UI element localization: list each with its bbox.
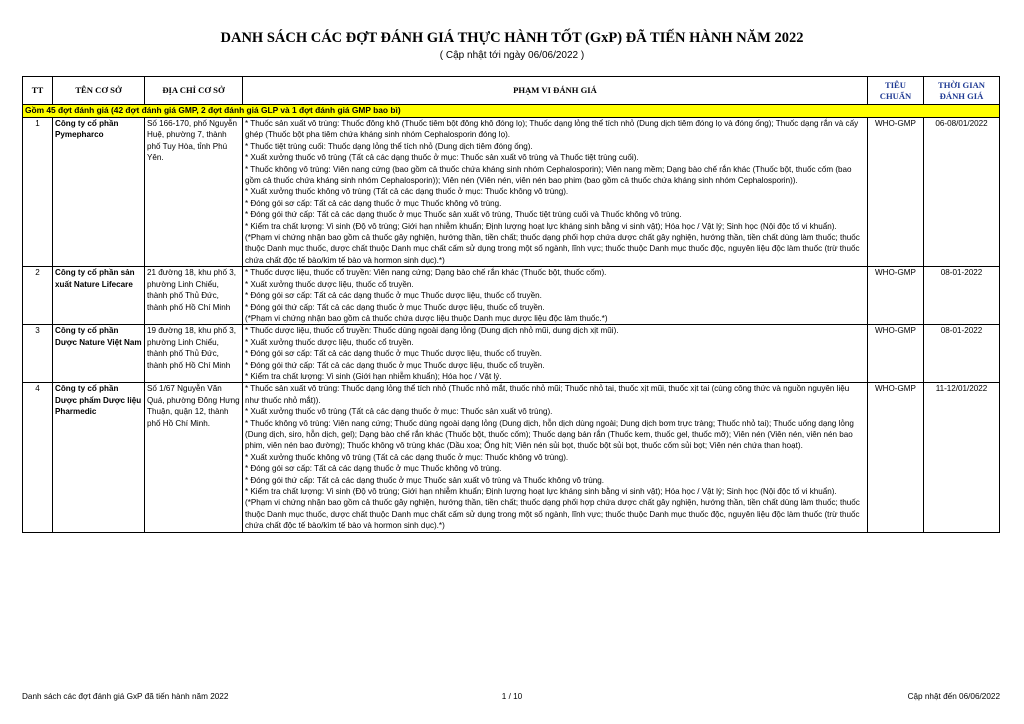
col-header-tt: TT — [23, 77, 53, 105]
footer-updated-date: Cập nhật đến 06/06/2022 — [907, 692, 1000, 701]
cell-tt: 4 — [23, 383, 53, 532]
scope-line: * Xuất xưởng thuốc vô trùng (Tất cả các dạng thuốc ở mục: Thuốc sản xuất vô trùng). — [245, 407, 553, 417]
scope-line: * Đóng gói sơ cấp: Tất cả các dạng thuốc ở mục Thuốc dược liệu, thuốc cổ truyền. — [245, 349, 542, 359]
cell-facility-address: 21 đường 18, khu phố 3, phường Linh Chiểu, thành phố Thủ Đức, thành phố Hồ Chí Minh — [145, 267, 243, 325]
scope-line: * Xuất xưởng thuốc không vô trùng (Tất cả các dạng thuốc ở mục: Thuốc không vô trùng). — [245, 452, 569, 462]
scope-line: * Đóng gói sơ cấp: Tất cả các dạng thuốc ở mục Thuốc dược liệu, thuốc cổ truyền. — [245, 291, 542, 301]
summary-text: Gồm 45 đợt đánh giá (42 đợt đánh giá GMP, 2 đợt đánh giá GLP và 1 đợt đánh giá GMP bao bì) — [23, 105, 1000, 118]
cell-facility-name: Công ty cổ phần Pymepharco — [53, 118, 145, 267]
scope-line: * Đóng gói thứ cấp: Tất cả các dạng thuốc ở mục Thuốc sản xuất vô trùng, Thuốc tiệt trùng cuối và Thuốc không vô trùng. — [245, 210, 682, 220]
cell-tt: 1 — [23, 118, 53, 267]
cell-standard: WHO-GMP — [868, 383, 924, 532]
cell-standard: WHO-GMP — [868, 267, 924, 325]
cell-scope — [243, 383, 868, 532]
cell-eval-date: 08-01-2022 — [924, 325, 1000, 383]
col-header-address: ĐỊA CHỈ CƠ SỞ — [145, 77, 243, 105]
scope-line: * Kiểm tra chất lượng: Vi sinh (Độ vô trùng; Giới hạn nhiễm khuẩn; Định lượng hoạt lực kháng sinh bằng vi sinh vật); Hóa học / Vật lý; Sinh học (Nội độc tố vi khuẩn). — [245, 487, 837, 496]
footer-page-number: 1 / 10 — [501, 692, 523, 701]
scope-line: * Đóng gói thứ cấp: Tất cả các dạng thuốc ở mục Thuốc sản xuất vô trùng và Thuốc không vô trùng. — [245, 475, 604, 485]
scope-line: * Thuốc không vô trùng: Viên nang cứng (bao gồm cả thuốc chứa kháng sinh nhóm Cephalosporin); Viên nang mềm; Dạng bào chế rắn khác (Thuốc bột, thuốc cốm (bao gồm cả thuốc chứa kháng sinh nhóm Cephalosporin)); Viên nén (Viên nén, viên nén bao phim (bao gồm cả thuốc chứa kháng sinh nhóm Cephalosporin)). — [245, 164, 852, 186]
cell-eval-date: 11-12/01/2022 — [924, 383, 1000, 532]
cell-eval-date: 06-08/01/2022 — [924, 118, 1000, 267]
scope-line: * Xuất xưởng thuốc dược liệu, thuốc cổ truyền. — [245, 337, 414, 347]
col-header-date: THỜI GIAN ĐÁNH GIÁ — [924, 77, 1000, 105]
scope-line: * Thuốc sản xuất vô trùng: Thuốc đông khô (Thuốc tiêm bột đông khô đóng lọ); Thuốc dạng lỏng thể tích nhỏ (Dung dịch tiêm đóng lọ và đóng ống); Thuốc dạng rắn và cấy ghép (Thuốc bột pha tiêm chứa kháng sinh nhóm Cephalosporin đóng lọ). — [245, 119, 859, 140]
cell-facility-name: Công ty cổ phần sản xuất Nature Lifecare — [53, 267, 145, 325]
scope-line: * Xuất xưởng thuốc không vô trùng (Tất cả các dạng thuốc ở mục: Thuốc không vô trùng). — [245, 187, 569, 197]
scope-line: * Đóng gói sơ cấp: Tất cả các dạng thuốc ở mục Thuốc không vô trùng. — [245, 464, 502, 474]
scope-line: * Thuốc sản xuất vô trùng: Thuốc dạng lỏng thể tích nhỏ (Thuốc nhỏ mắt, thuốc nhỏ mũi; Thuốc nhỏ tai, thuốc xịt mũi, thuốc xịt tai (cùng công thức và nguồn nguyên liệu như thuốc nhỏ mắt)). — [245, 384, 850, 405]
scope-line: * Xuất xưởng thuốc vô trùng (Tất cả các dạng thuốc ở mục: Thuốc sản xuất vô trùng và Thuốc tiệt trùng cuối). — [245, 153, 639, 163]
scope-line: * Thuốc dược liệu, thuốc cổ truyền: Viên nang cứng; Dạng bào chế rắn khác (Thuốc bột, thuốc cốm). — [245, 268, 607, 278]
scope-line: * Thuốc tiệt trùng cuối: Thuốc dạng lỏng thể tích nhỏ (Dung dịch tiêm đóng ống). — [245, 141, 533, 151]
cell-scope — [243, 267, 868, 325]
scope-line: * Xuất xưởng thuốc dược liệu, thuốc cổ truyền. — [245, 279, 414, 289]
footer-doc-title: Danh sách các đợt đánh giá GxP đã tiến hành năm 2022 — [22, 692, 229, 701]
table-row — [23, 267, 1000, 325]
cell-standard: WHO-GMP — [868, 325, 924, 383]
scope-line: (*Phạm vi chứng nhận bao gồm cả thuốc chứa dược liệu thuộc Danh mục dược liệu độc làm thuốc.*) — [245, 313, 608, 323]
cell-standard: WHO-GMP — [868, 118, 924, 267]
cell-facility-name: Công ty cổ phần Dược phẩm Dược liệu Pharmedic — [53, 383, 145, 532]
cell-facility-address: Số 1/67 Nguyễn Văn Quá, phường Đông Hưng Thuận, quận 12, thành phố Hồ Chí Minh. — [145, 383, 243, 532]
cell-eval-date: 08-01-2022 — [924, 267, 1000, 325]
table-row — [23, 383, 1000, 532]
cell-facility-address: 19 đường 18, khu phố 3, phường Linh Chiểu, thành phố Thủ Đức, thành phố Hồ Chí Minh — [145, 325, 243, 383]
col-header-standard: TIÊU CHUẨN — [868, 77, 924, 105]
scope-line: * Đóng gói thứ cấp: Tất cả các dạng thuốc ở mục Thuốc dược liệu, thuốc cổ truyền. — [245, 302, 545, 312]
scope-line: * Đóng gói thứ cấp: Tất cả các dạng thuốc ở mục Thuốc dược liệu, thuốc cổ truyền. — [245, 360, 545, 370]
table-row — [23, 118, 1000, 267]
cell-facility-address: Số 166-170, phố Nguyễn Huệ, phường 7, thành phố Tuy Hòa, tỉnh Phú Yên. — [145, 118, 243, 267]
table-row — [23, 325, 1000, 383]
scope-line: (*Phạm vi chứng nhận bao gồm cả thuốc gây nghiện, hướng thần, tiền chất; thuốc dạng phối hợp chứa dược chất gây nghiện, hướng thần, tiền chất dùng làm thuốc; thuốc thuộc Danh mục thuốc, dược chất thuộc Danh mục chất cấm sử dụng trong một số ngành, lĩnh vực; thuốc thuộc Danh mục thuốc độc, nguyên liệu độc làm thuốc (trừ thuốc chứa chất độc tế bào/kìm tế bào và hormon sinh dục).*) — [245, 233, 860, 265]
cell-scope — [243, 325, 868, 383]
scope-line: * Kiểm tra chất lượng: Vi sinh (Độ vô trùng; Giới hạn nhiễm khuẩn; Định lượng hoạt lực kháng sinh bằng vi sinh vật); Hóa học / Vật lý; Sinh học (Nội độc tố vi khuẩn). — [245, 221, 837, 231]
scope-line: * Đóng gói sơ cấp: Tất cả các dạng thuốc ở mục Thuốc không vô trùng. — [245, 198, 502, 208]
scope-line: * Kiểm tra chất lượng: Vi sinh (Giới hạn nhiễm khuẩn); Hóa học / Vật lý. — [245, 371, 502, 381]
cell-scope — [243, 118, 868, 267]
evaluation-table — [22, 76, 1000, 533]
cell-tt: 2 — [23, 267, 53, 325]
scope-line: * Thuốc dược liệu, thuốc cổ truyền: Thuốc dùng ngoài dạng lỏng (Dung dịch nhỏ mũi, dung dịch xịt mũi). — [245, 326, 619, 336]
summary-row — [23, 105, 1000, 118]
col-header-name: TÊN CƠ SỞ — [53, 77, 145, 105]
page-title: DANH SÁCH CÁC ĐỢT ĐÁNH GIÁ THỰC HÀNH TỐT (GxP) ĐÃ TIẾN HÀNH NĂM 2022 — [220, 30, 804, 46]
cell-tt: 3 — [23, 325, 53, 383]
cell-facility-name: Công ty cổ phần Dược Nature Việt Nam — [53, 325, 145, 383]
scope-line: * Thuốc không vô trùng: Viên nang cứng; Thuốc dùng ngoài dạng lỏng (Dung dịch, hỗn dịch dùng ngoài; Dung dịch bơm trực tràng; Thuốc nhỏ tai); Thuốc uống dạng lỏng (Dung dịch, siro, hỗn dịch, gel); Dạng bào chế rắn khác (Thuốc bột, thuốc cốm); Thuốc dạng bán rắn (Thuốc kem, thuốc gel, thuốc mỡ); Viên nén (Viên nén, viên nén bao phim, viên nén bao đường); Thuốc không vô trùng khác (Dầu xoa; Ống hít; Viên nén sủi bọt, thuốc bột sủi bọt, thuốc cốm sủi bọt; Viên nén chứa than hoạt). — [245, 418, 854, 451]
scope-line: (*Phạm vi chứng nhận bao gồm cả thuốc gây nghiện, hướng thần, tiền chất; thuốc dạng phối hợp chứa dược chất gây nghiện, hướng thần, tiền chất dùng làm thuốc; thuốc thuộc Danh mục thuốc, dược chất thuộc Danh mục chất cấm sử dụng trong một số ngành, lĩnh vực; thuốc thuộc Danh mục thuốc độc, nguyên liệu độc làm thuốc (trừ thuốc chứa chất độc tế bào/kìm tế bào và hormon sinh dục).*) — [245, 498, 860, 531]
table-header-row — [23, 77, 1000, 105]
page-subtitle: ( Cập nhật tới ngày 06/06/2022 ) — [439, 50, 585, 61]
col-header-scope: PHẠM VI ĐÁNH GIÁ — [243, 77, 868, 105]
